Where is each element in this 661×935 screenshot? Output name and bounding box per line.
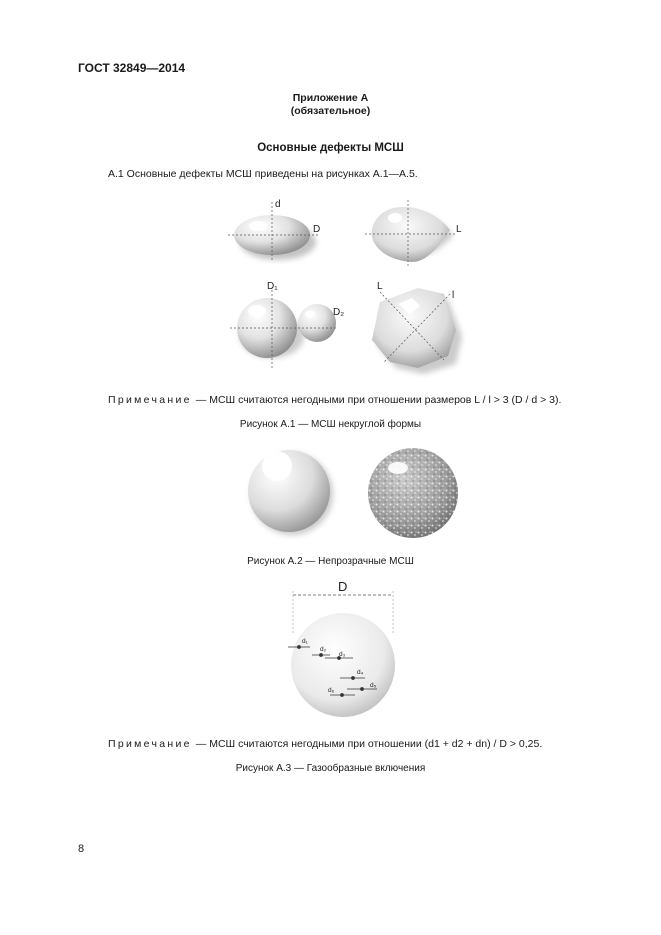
figure-3-caption: Рисунок А.3 — Газообразные включения — [235, 763, 426, 774]
bead-with-bubbles — [291, 613, 395, 717]
label-D1: D₁ — [267, 281, 278, 292]
intro-paragraph: А.1 Основные дефекты МСШ приведены на рисунках А.1—А.5. — [108, 168, 418, 180]
label-d5: d₅ — [370, 682, 377, 689]
label-d2: d₂ — [320, 646, 327, 653]
twin-bead — [230, 290, 338, 368]
label-d: d — [275, 199, 281, 210]
irregular-bead — [372, 288, 462, 374]
appendix-status: (обязательное) — [290, 105, 371, 117]
figure-2-caption: Рисунок А.2 — Непрозрачные МСШ — [247, 556, 414, 567]
figure-1-note — [108, 394, 561, 406]
teardrop-bead — [365, 200, 455, 268]
opaque-bead-2 — [368, 448, 458, 538]
page-number: 8 — [78, 843, 85, 855]
label-L: L — [456, 224, 462, 235]
figure-3-note — [108, 738, 542, 750]
note-text: — МСШ считаются негодными при отношении (d1 + d2 + dn) / D > 0,25. — [195, 738, 543, 750]
note-word: Примечание — [108, 738, 192, 750]
label-d3: d₃ — [339, 651, 346, 658]
note-text: — МСШ считаются негодными при отношении размеров L / l > 3 (D / d > 3). — [195, 394, 562, 406]
label-L2: L — [377, 281, 383, 292]
label-d1: d₁ — [302, 638, 308, 645]
opaque-bead-1 — [248, 450, 333, 535]
label-l: l — [452, 290, 455, 301]
figure-1-caption: Рисунок А.1 — МСШ некруглой формы — [239, 419, 422, 430]
flattened-bead — [228, 202, 321, 260]
section-heading: Основные дефекты МСШ — [257, 142, 404, 154]
figure-3-drawing — [275, 575, 410, 725]
label-d6: d₆ — [328, 687, 335, 694]
appendix-title: Приложение А — [292, 92, 369, 104]
label-D: D — [338, 579, 348, 594]
label-D: D — [313, 224, 321, 235]
figure-2-drawing — [235, 440, 465, 540]
label-D2: D₂ — [333, 307, 345, 318]
figure-1-drawing — [200, 190, 490, 380]
label-d4: d₄ — [357, 669, 364, 676]
standard-number: ГОСТ 32849—2014 — [78, 61, 186, 75]
note-word: Примечание — [108, 394, 192, 406]
